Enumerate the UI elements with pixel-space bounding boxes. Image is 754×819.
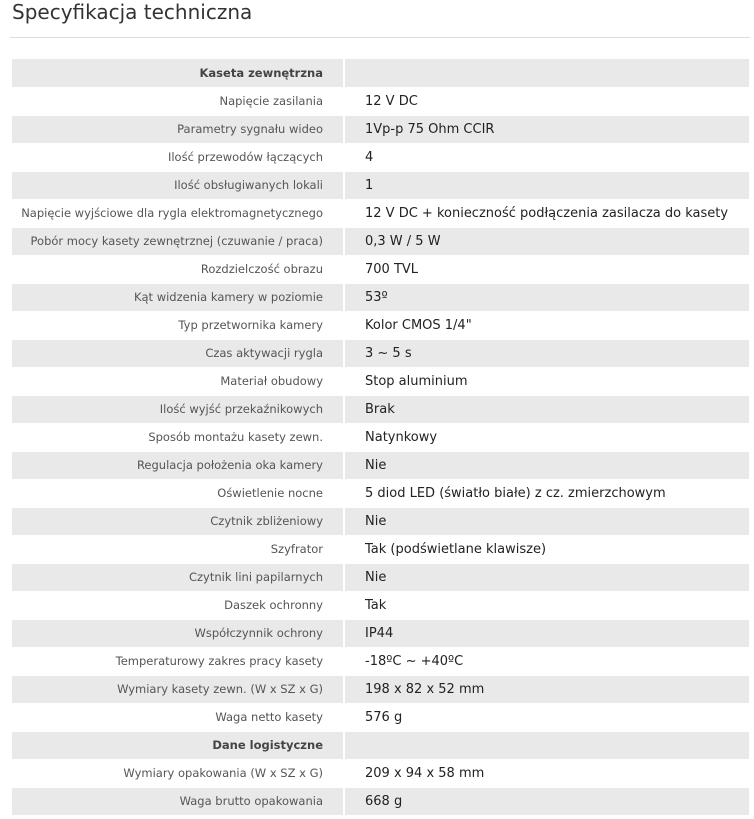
spec-label: Materiał obudowy [12,367,344,395]
spec-label: Ilość przewodów łączących [12,143,344,171]
spec-value: Natynkowy [344,423,749,451]
table-row [12,787,749,815]
table-row [12,423,749,451]
section-row [12,59,749,87]
table-row [12,759,749,787]
table-row [12,395,749,423]
spec-value: 1Vp-p 75 Ohm CCIR [344,115,749,143]
title-divider [10,37,750,38]
table-row [12,367,749,395]
table-row [12,311,749,339]
spec-label: Parametry sygnału wideo [12,115,344,143]
spec-value: Tak [344,591,749,619]
spec-label: Waga netto kasety [12,703,344,731]
table-row [12,143,749,171]
spec-label: Czas aktywacji rygla [12,339,344,367]
spec-label: Ilość obsługiwanych lokali [12,171,344,199]
spec-value: 12 V DC [344,87,749,115]
table-row [12,115,749,143]
spec-value: Tak (podświetlane klawisze) [344,535,749,563]
table-row [12,451,749,479]
spec-value: Stop aluminium [344,367,749,395]
page-title: Specyfikacja techniczna [12,0,253,24]
spec-value: Nie [344,563,749,591]
spec-value: 1 [344,171,749,199]
spec-value: Nie [344,507,749,535]
spec-label: Oświetlenie nocne [12,479,344,507]
spec-label: Czytnik lini papilarnych [12,563,344,591]
spec-value: 198 x 82 x 52 mm [344,675,749,703]
table-row [12,507,749,535]
spec-value: IP44 [344,619,749,647]
spec-label: Wymiary opakowania (W x SZ x G) [12,759,344,787]
table-row [12,339,749,367]
spec-label: Czytnik zbliżeniowy [12,507,344,535]
spec-value: 5 diod LED (światło białe) z cz. zmierzchowym [344,479,749,507]
spec-label: Pobór mocy kasety zewnętrznej (czuwanie / praca) [12,227,344,255]
spec-label: Szyfrator [12,535,344,563]
spec-value: Brak [344,395,749,423]
table-row [12,591,749,619]
spec-label: Ilość wyjść przekaźnikowych [12,395,344,423]
table-row [12,227,749,255]
table-row [12,283,749,311]
spec-value: 0,3 W / 5 W [344,227,749,255]
spec-value: 700 TVL [344,255,749,283]
spec-label: Rozdzielczość obrazu [12,255,344,283]
spec-label: Wymiary kasety zewn. (W x SZ x G) [12,675,344,703]
table-row [12,479,749,507]
spec-label: Napięcie zasilania [12,87,344,115]
table-row [12,255,749,283]
section-label: Dane logistyczne [12,731,344,759]
spec-value: 3 ~ 5 s [344,339,749,367]
spec-table-body [12,59,749,815]
spec-label: Współczynnik ochrony [12,619,344,647]
table-row [12,647,749,675]
spec-value: Kolor CMOS 1/4" [344,311,749,339]
spec-value: 576 g [344,703,749,731]
section-row [12,731,749,759]
spec-label: Kąt widzenia kamery w poziomie [12,283,344,311]
table-row [12,675,749,703]
spec-label: Sposób montażu kasety zewn. [12,423,344,451]
spec-value: 53º [344,283,749,311]
spec-value [344,59,749,87]
table-row [12,619,749,647]
table-row [12,87,749,115]
spec-value: 12 V DC + konieczność podłączenia zasilacza do kasety [344,199,749,227]
table-row [12,171,749,199]
spec-label: Waga brutto opakowania [12,787,344,815]
spec-value: 4 [344,143,749,171]
table-row [12,703,749,731]
section-label: Kaseta zewnętrzna [12,59,344,87]
spec-label: Daszek ochronny [12,591,344,619]
spec-value: 668 g [344,787,749,815]
spec-label: Regulacja położenia oka kamery [12,451,344,479]
spec-value [344,731,749,759]
spec-label: Typ przetwornika kamery [12,311,344,339]
spec-value: 209 x 94 x 58 mm [344,759,749,787]
spec-table [12,59,749,816]
spec-value: -18ºC ~ +40ºC [344,647,749,675]
spec-value: Nie [344,451,749,479]
table-row [12,199,749,227]
table-row [12,535,749,563]
spec-label: Napięcie wyjściowe dla rygla elektromagnetycznego [12,199,344,227]
spec-label: Temperaturowy zakres pracy kasety [12,647,344,675]
table-row [12,563,749,591]
